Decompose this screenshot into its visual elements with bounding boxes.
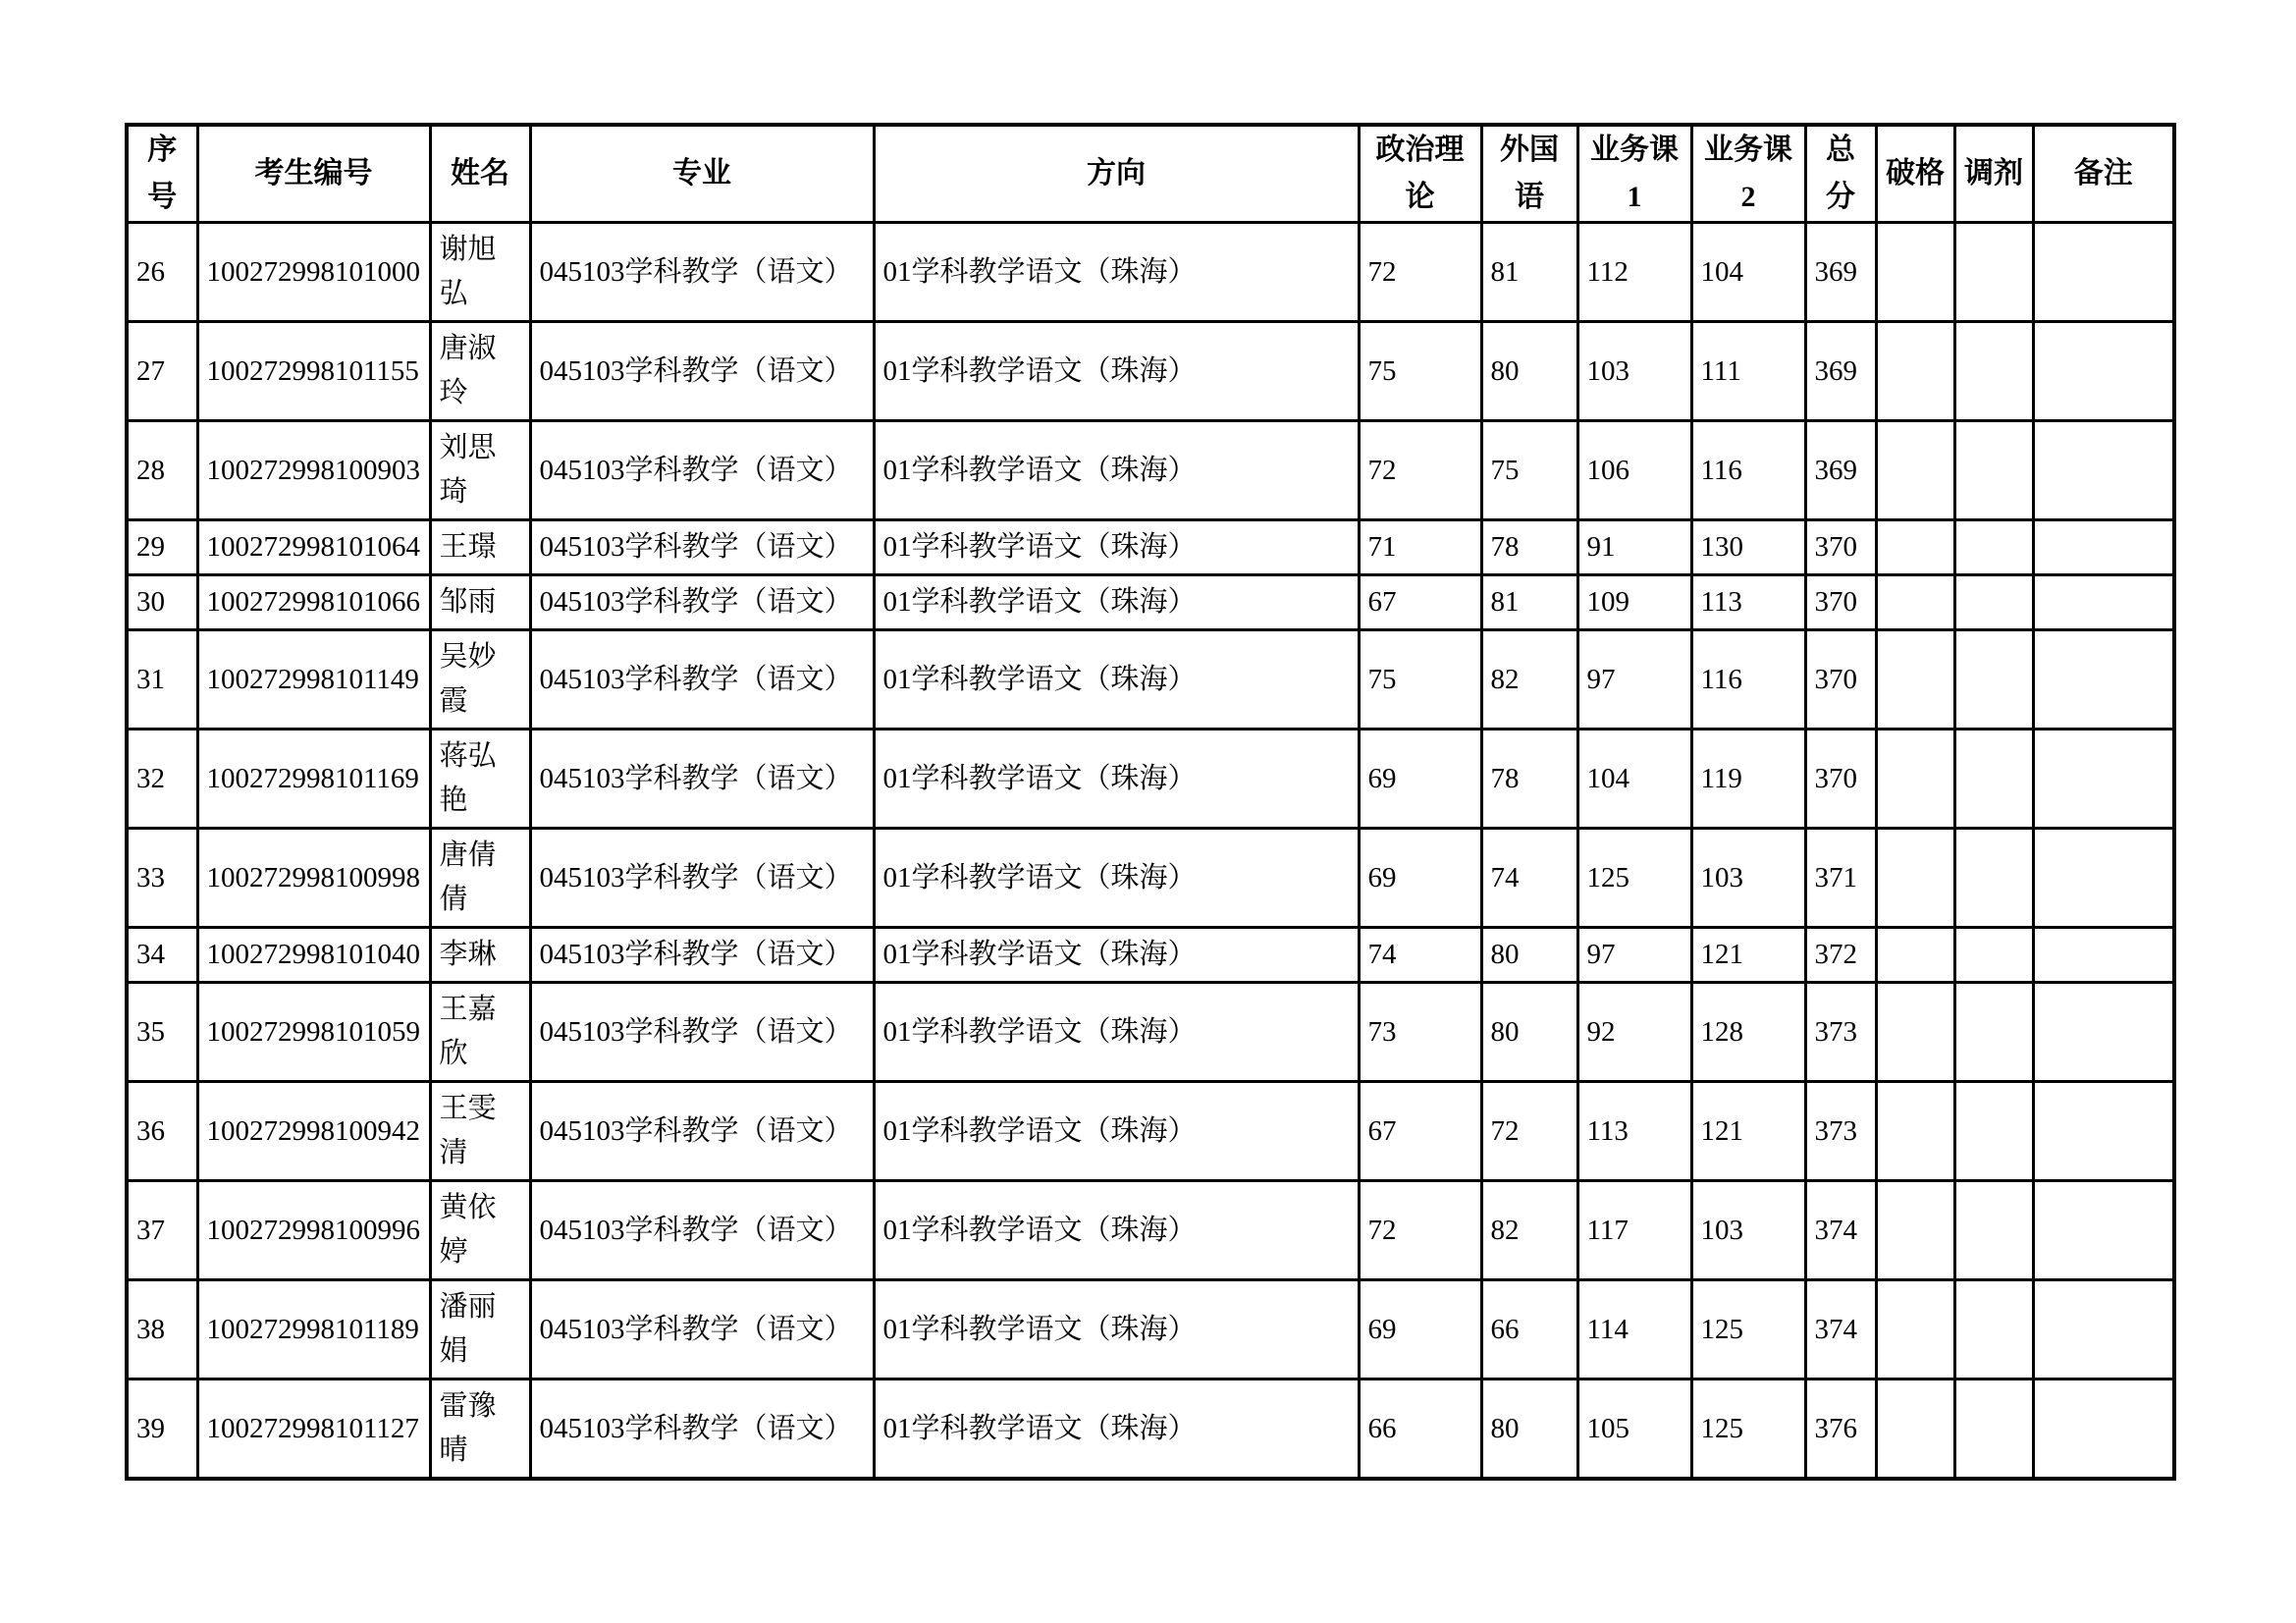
- cell-name: 蒋弘艳: [430, 730, 530, 829]
- cell-remarks: [2033, 1280, 2174, 1380]
- table-row: [127, 829, 2174, 928]
- cell-total: 369: [1805, 223, 1876, 322]
- column-header-course2: 业务课2: [1691, 125, 1805, 223]
- cell-candidate_id: 100272998101127: [197, 1380, 430, 1480]
- column-header-politics: 政治理论: [1359, 125, 1481, 223]
- cell-course2: 116: [1691, 630, 1805, 730]
- cell-course2: 103: [1691, 829, 1805, 928]
- cell-direction: 01学科教学语文（珠海）: [874, 1380, 1359, 1480]
- table-row: [127, 322, 2174, 421]
- column-header-total: 总分: [1805, 125, 1876, 223]
- table-row: [127, 730, 2174, 829]
- cell-course2: 128: [1691, 983, 1805, 1082]
- cell-candidate_id: 100272998101000: [197, 223, 430, 322]
- cell-politics: 67: [1359, 575, 1481, 630]
- cell-index: 32: [127, 730, 197, 829]
- cell-total: 372: [1805, 928, 1876, 983]
- cell-major: 045103学科教学（语文）: [530, 630, 874, 730]
- cell-adjustment: [1954, 1280, 2033, 1380]
- admission-score-table: [125, 123, 2176, 1481]
- cell-name: 谢旭弘: [430, 223, 530, 322]
- cell-total: 369: [1805, 322, 1876, 421]
- cell-foreign_language: 66: [1481, 1280, 1577, 1380]
- cell-candidate_id: 100272998100996: [197, 1181, 430, 1280]
- cell-adjustment: [1954, 829, 2033, 928]
- cell-remarks: [2033, 730, 2174, 829]
- cell-name: 邹雨: [430, 575, 530, 630]
- cell-politics: 75: [1359, 322, 1481, 421]
- cell-name: 刘思琦: [430, 421, 530, 520]
- cell-remarks: [2033, 575, 2174, 630]
- cell-name: 黄依婷: [430, 1181, 530, 1280]
- cell-foreign_language: 81: [1481, 223, 1577, 322]
- cell-name: 王雯清: [430, 1082, 530, 1181]
- cell-candidate_id: 100272998100903: [197, 421, 430, 520]
- cell-name: 潘丽娟: [430, 1280, 530, 1380]
- table-row: [127, 1181, 2174, 1280]
- cell-total: 376: [1805, 1380, 1876, 1480]
- cell-direction: 01学科教学语文（珠海）: [874, 1082, 1359, 1181]
- cell-candidate_id: 100272998101059: [197, 983, 430, 1082]
- cell-exception: [1876, 1082, 1954, 1181]
- cell-major: 045103学科教学（语文）: [530, 322, 874, 421]
- cell-course1: 105: [1577, 1380, 1691, 1480]
- cell-adjustment: [1954, 928, 2033, 983]
- cell-major: 045103学科教学（语文）: [530, 928, 874, 983]
- cell-course2: 121: [1691, 1082, 1805, 1181]
- cell-foreign_language: 80: [1481, 1380, 1577, 1480]
- cell-candidate_id: 100272998100998: [197, 829, 430, 928]
- cell-total: 370: [1805, 520, 1876, 575]
- cell-exception: [1876, 829, 1954, 928]
- cell-major: 045103学科教学（语文）: [530, 983, 874, 1082]
- cell-index: 35: [127, 983, 197, 1082]
- cell-direction: 01学科教学语文（珠海）: [874, 928, 1359, 983]
- cell-course2: 130: [1691, 520, 1805, 575]
- cell-major: 045103学科教学（语文）: [530, 421, 874, 520]
- cell-direction: 01学科教学语文（珠海）: [874, 829, 1359, 928]
- cell-foreign_language: 78: [1481, 730, 1577, 829]
- cell-exception: [1876, 1380, 1954, 1480]
- table-row: [127, 630, 2174, 730]
- cell-course1: 125: [1577, 829, 1691, 928]
- cell-foreign_language: 74: [1481, 829, 1577, 928]
- column-header-name: 姓名: [430, 125, 530, 223]
- column-header-adjustment: 调剂: [1954, 125, 2033, 223]
- cell-total: 373: [1805, 1082, 1876, 1181]
- cell-course2: 119: [1691, 730, 1805, 829]
- cell-major: 045103学科教学（语文）: [530, 1280, 874, 1380]
- cell-major: 045103学科教学（语文）: [530, 1181, 874, 1280]
- cell-politics: 73: [1359, 983, 1481, 1082]
- cell-direction: 01学科教学语文（珠海）: [874, 730, 1359, 829]
- cell-course2: 111: [1691, 322, 1805, 421]
- cell-politics: 72: [1359, 1181, 1481, 1280]
- cell-course2: 113: [1691, 575, 1805, 630]
- cell-course1: 117: [1577, 1181, 1691, 1280]
- cell-exception: [1876, 421, 1954, 520]
- cell-major: 045103学科教学（语文）: [530, 575, 874, 630]
- table-row: [127, 520, 2174, 575]
- cell-politics: 69: [1359, 829, 1481, 928]
- table-row: [127, 575, 2174, 630]
- cell-candidate_id: 100272998101064: [197, 520, 430, 575]
- cell-course1: 106: [1577, 421, 1691, 520]
- cell-course2: 121: [1691, 928, 1805, 983]
- cell-course1: 91: [1577, 520, 1691, 575]
- table-row: [127, 1082, 2174, 1181]
- cell-candidate_id: 100272998101066: [197, 575, 430, 630]
- cell-politics: 69: [1359, 1280, 1481, 1380]
- cell-index: 38: [127, 1280, 197, 1380]
- table-row: [127, 928, 2174, 983]
- cell-course2: 125: [1691, 1280, 1805, 1380]
- cell-politics: 66: [1359, 1380, 1481, 1480]
- cell-direction: 01学科教学语文（珠海）: [874, 520, 1359, 575]
- cell-candidate_id: 100272998101040: [197, 928, 430, 983]
- cell-foreign_language: 82: [1481, 1181, 1577, 1280]
- cell-candidate_id: 100272998101149: [197, 630, 430, 730]
- cell-exception: [1876, 223, 1954, 322]
- cell-adjustment: [1954, 1082, 2033, 1181]
- cell-direction: 01学科教学语文（珠海）: [874, 630, 1359, 730]
- cell-course2: 103: [1691, 1181, 1805, 1280]
- cell-direction: 01学科教学语文（珠海）: [874, 983, 1359, 1082]
- cell-major: 045103学科教学（语文）: [530, 223, 874, 322]
- cell-index: 31: [127, 630, 197, 730]
- table-row: [127, 223, 2174, 322]
- cell-foreign_language: 72: [1481, 1082, 1577, 1181]
- cell-course2: 104: [1691, 223, 1805, 322]
- cell-politics: 74: [1359, 928, 1481, 983]
- cell-direction: 01学科教学语文（珠海）: [874, 1280, 1359, 1380]
- cell-name: 王璟: [430, 520, 530, 575]
- cell-index: 27: [127, 322, 197, 421]
- cell-total: 371: [1805, 829, 1876, 928]
- table-header: [127, 125, 2174, 223]
- cell-course2: 116: [1691, 421, 1805, 520]
- cell-politics: 72: [1359, 421, 1481, 520]
- cell-foreign_language: 75: [1481, 421, 1577, 520]
- cell-exception: [1876, 322, 1954, 421]
- cell-course1: 114: [1577, 1280, 1691, 1380]
- cell-total: 369: [1805, 421, 1876, 520]
- cell-remarks: [2033, 1380, 2174, 1480]
- cell-exception: [1876, 928, 1954, 983]
- table-row: [127, 421, 2174, 520]
- cell-adjustment: [1954, 223, 2033, 322]
- cell-course1: 92: [1577, 983, 1691, 1082]
- cell-exception: [1876, 520, 1954, 575]
- cell-total: 370: [1805, 575, 1876, 630]
- cell-remarks: [2033, 928, 2174, 983]
- cell-foreign_language: 78: [1481, 520, 1577, 575]
- cell-adjustment: [1954, 1181, 2033, 1280]
- cell-foreign_language: 80: [1481, 928, 1577, 983]
- cell-candidate_id: 100272998100942: [197, 1082, 430, 1181]
- cell-direction: 01学科教学语文（珠海）: [874, 575, 1359, 630]
- cell-remarks: [2033, 630, 2174, 730]
- cell-exception: [1876, 630, 1954, 730]
- cell-index: 34: [127, 928, 197, 983]
- cell-adjustment: [1954, 520, 2033, 575]
- cell-course1: 97: [1577, 630, 1691, 730]
- cell-politics: 75: [1359, 630, 1481, 730]
- cell-remarks: [2033, 223, 2174, 322]
- cell-index: 37: [127, 1181, 197, 1280]
- cell-course1: 104: [1577, 730, 1691, 829]
- cell-exception: [1876, 1280, 1954, 1380]
- column-header-major: 专业: [530, 125, 874, 223]
- cell-adjustment: [1954, 322, 2033, 421]
- cell-remarks: [2033, 983, 2174, 1082]
- column-header-exception: 破格: [1876, 125, 1954, 223]
- cell-foreign_language: 81: [1481, 575, 1577, 630]
- cell-course1: 112: [1577, 223, 1691, 322]
- cell-direction: 01学科教学语文（珠海）: [874, 322, 1359, 421]
- cell-remarks: [2033, 421, 2174, 520]
- cell-course1: 109: [1577, 575, 1691, 630]
- column-header-course1: 业务课1: [1577, 125, 1691, 223]
- column-header-index: 序号: [127, 125, 197, 223]
- cell-direction: 01学科教学语文（珠海）: [874, 1181, 1359, 1280]
- cell-total: 374: [1805, 1280, 1876, 1380]
- cell-adjustment: [1954, 630, 2033, 730]
- cell-index: 29: [127, 520, 197, 575]
- cell-name: 吴妙霞: [430, 630, 530, 730]
- cell-foreign_language: 82: [1481, 630, 1577, 730]
- cell-major: 045103学科教学（语文）: [530, 1380, 874, 1480]
- column-header-direction: 方向: [874, 125, 1359, 223]
- cell-course1: 103: [1577, 322, 1691, 421]
- cell-index: 26: [127, 223, 197, 322]
- cell-total: 370: [1805, 630, 1876, 730]
- cell-index: 39: [127, 1380, 197, 1480]
- cell-foreign_language: 80: [1481, 983, 1577, 1082]
- table-row: [127, 1280, 2174, 1380]
- cell-name: 李琳: [430, 928, 530, 983]
- table-row: [127, 983, 2174, 1082]
- cell-exception: [1876, 983, 1954, 1082]
- column-header-foreign_language: 外国语: [1481, 125, 1577, 223]
- cell-total: 374: [1805, 1181, 1876, 1280]
- cell-remarks: [2033, 829, 2174, 928]
- cell-exception: [1876, 575, 1954, 630]
- cell-total: 370: [1805, 730, 1876, 829]
- cell-major: 045103学科教学（语文）: [530, 730, 874, 829]
- cell-exception: [1876, 730, 1954, 829]
- cell-remarks: [2033, 520, 2174, 575]
- cell-candidate_id: 100272998101169: [197, 730, 430, 829]
- column-header-candidate_id: 考生编号: [197, 125, 430, 223]
- cell-adjustment: [1954, 983, 2033, 1082]
- cell-name: 雷豫晴: [430, 1380, 530, 1480]
- cell-course2: 125: [1691, 1380, 1805, 1480]
- cell-adjustment: [1954, 421, 2033, 520]
- cell-remarks: [2033, 1181, 2174, 1280]
- cell-name: 唐淑玲: [430, 322, 530, 421]
- cell-course1: 97: [1577, 928, 1691, 983]
- cell-adjustment: [1954, 1380, 2033, 1480]
- cell-adjustment: [1954, 730, 2033, 829]
- cell-remarks: [2033, 322, 2174, 421]
- cell-index: 36: [127, 1082, 197, 1181]
- header-row: [127, 125, 2174, 223]
- cell-candidate_id: 100272998101189: [197, 1280, 430, 1380]
- table-row: [127, 1380, 2174, 1480]
- cell-politics: 69: [1359, 730, 1481, 829]
- cell-index: 28: [127, 421, 197, 520]
- cell-foreign_language: 80: [1481, 322, 1577, 421]
- cell-name: 王嘉欣: [430, 983, 530, 1082]
- cell-politics: 72: [1359, 223, 1481, 322]
- cell-index: 33: [127, 829, 197, 928]
- table-body: [127, 223, 2174, 1480]
- cell-major: 045103学科教学（语文）: [530, 829, 874, 928]
- cell-direction: 01学科教学语文（珠海）: [874, 223, 1359, 322]
- cell-name: 唐倩倩: [430, 829, 530, 928]
- cell-adjustment: [1954, 575, 2033, 630]
- cell-direction: 01学科教学语文（珠海）: [874, 421, 1359, 520]
- cell-total: 373: [1805, 983, 1876, 1082]
- cell-course1: 113: [1577, 1082, 1691, 1181]
- cell-candidate_id: 100272998101155: [197, 322, 430, 421]
- cell-exception: [1876, 1181, 1954, 1280]
- cell-major: 045103学科教学（语文）: [530, 520, 874, 575]
- cell-remarks: [2033, 1082, 2174, 1181]
- column-header-remarks: 备注: [2033, 125, 2174, 223]
- cell-index: 30: [127, 575, 197, 630]
- cell-politics: 67: [1359, 1082, 1481, 1181]
- cell-major: 045103学科教学（语文）: [530, 1082, 874, 1181]
- cell-politics: 71: [1359, 520, 1481, 575]
